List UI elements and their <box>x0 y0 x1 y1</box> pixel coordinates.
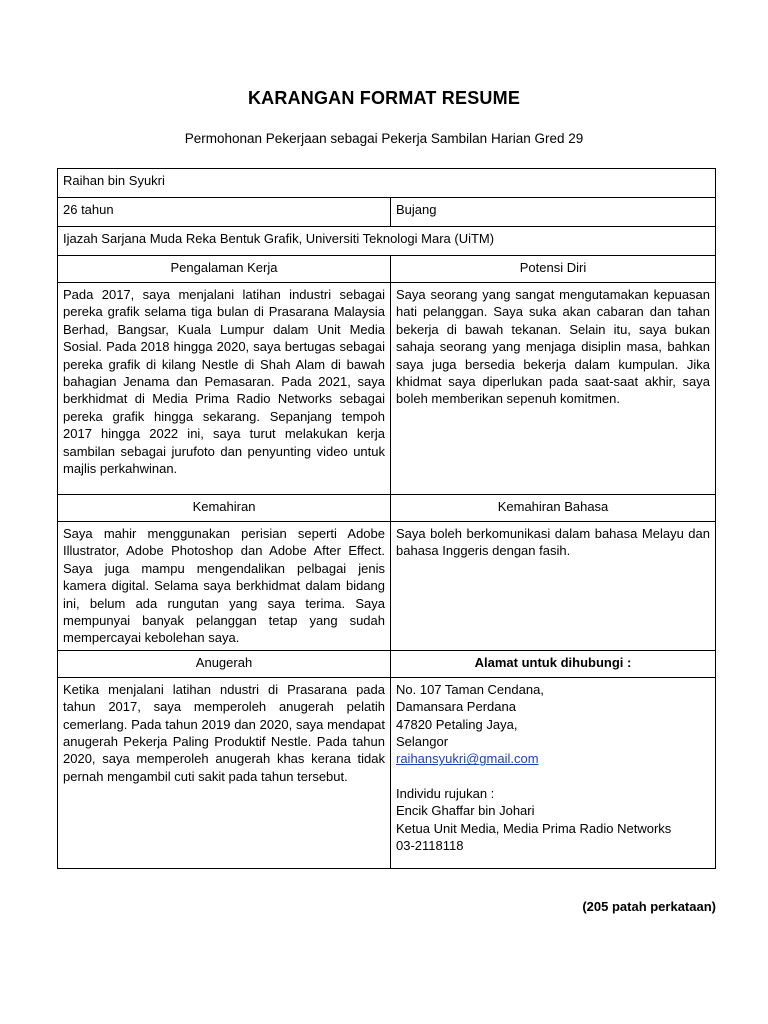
experience-heading: Pengalaman Kerja <box>58 256 391 283</box>
referee-phone: 03-2118118 <box>396 838 464 854</box>
address-line-2: Damansara Perdana <box>396 699 516 715</box>
content-row-2 <box>58 522 716 651</box>
age-cell: 26 tahun <box>58 198 391 227</box>
referee-name: Encik Ghaffar bin Johari <box>396 803 535 819</box>
address-line-4: Selangor <box>396 734 449 750</box>
document-subtitle: Permohonan Pekerjaan sebagai Pekerja Sambilan Harian Gred 29 <box>184 131 584 146</box>
content-row-3 <box>58 677 716 868</box>
heading-row-2 <box>58 495 716 522</box>
age-status-row <box>58 198 716 227</box>
potential-text: Saya seorang yang sangat mengutamakan kepuasan hati pelanggan. Saya suka akan cabaran dan tahan bekerja di bawah tekanan. Selain itu, saya bukan sahaja seorang yang menjaga disiplin masa, bahkan saya juga bersedia bekerja dalam kumpulan. Jika khidmat saya diperlukan pada saat-saat akhir, saya boleh memberikan sepenuh komitmen. <box>391 283 716 495</box>
awards-text: Ketika menjalani latihan ndustri di Prasarana pada tahun 2017, saya memperoleh anugerah pelatih cemerlang. Pada tahun 2019 dan 2020, saya mendapat anugerah Pekerja Paling Produktif Nestle. Pada tahun 2020, saya memperoleh anugerah khas kerana tidak pernah mengambil cuti sakit pada tahun tersebut. <box>58 677 391 868</box>
word-count: (205 patah perkataan) <box>582 899 716 914</box>
language-heading: Kemahiran Bahasa <box>391 495 716 522</box>
skills-text: Saya mahir menggunakan perisian seperti Adobe Illustrator, Adobe Photoshop dan Adobe After Effect. Saya juga mampu mengendalikan pelbagai jenis kamera digital. Selama saya berkhidmat dalam bidang ini, belum ada rungutan yang saya terima. Saya mempunyai banyak pelanggan tetap yang sudah mempercayai kebolehan saya. <box>58 522 391 651</box>
education-cell: Ijazah Sarjana Muda Reka Bentuk Grafik, Universiti Teknologi Mara (UiTM) <box>58 227 716 256</box>
experience-text: Pada 2017, saya menjalani latihan industri sebagai pereka grafik selama tiga bulan di Prasarana Malaysia Berhad, Bangsar, Kuala Lumpur dalam Unit Media Sosial. Pada 2018 hingga 2020, saya bertugas sebagai pereka grafik di kilang Nestle di Shah Alam di bawah bahagian Jenama dan Pemasaran. Pada 2021, saya berkhidmat di Media Prima Radio Networks sebagai pereka grafik hingga sekarang. Sepanjang tempoh 2017 hingga 2022 ini, saya turut melakukan kerja sambilan sebagai jurufoto dan penyunting video untuk majlis perkahwinan. <box>58 283 391 495</box>
address-line-3: 47820 Petaling Jaya, <box>396 716 518 732</box>
awards-heading: Anugerah <box>58 650 391 677</box>
content-row-1 <box>58 283 716 495</box>
resume-table <box>57 168 716 869</box>
name-cell: Raihan bin Syukri <box>58 169 716 198</box>
heading-row-3 <box>58 650 716 677</box>
contact-details <box>391 677 716 868</box>
status-cell: Bujang <box>391 198 716 227</box>
education-row <box>58 227 716 256</box>
email-link[interactable]: raihansyukri@gmail.com <box>396 751 539 767</box>
potential-heading: Potensi Diri <box>391 256 716 283</box>
name-row <box>58 169 716 198</box>
document-title: KARANGAN FORMAT RESUME <box>247 88 521 108</box>
language-text: Saya boleh berkomunikasi dalam bahasa Melayu dan bahasa Inggeris dengan fasih. <box>391 522 716 651</box>
skills-heading: Kemahiran <box>58 495 391 522</box>
spacer <box>396 768 710 785</box>
referee-label: Individu rujukan : <box>396 785 495 801</box>
address-line-1: No. 107 Taman Cendana, <box>396 681 544 697</box>
contact-heading: Alamat untuk dihubungi : <box>391 650 716 677</box>
referee-position: Ketua Unit Media, Media Prima Radio Networks <box>396 820 672 836</box>
heading-row-1 <box>58 256 716 283</box>
